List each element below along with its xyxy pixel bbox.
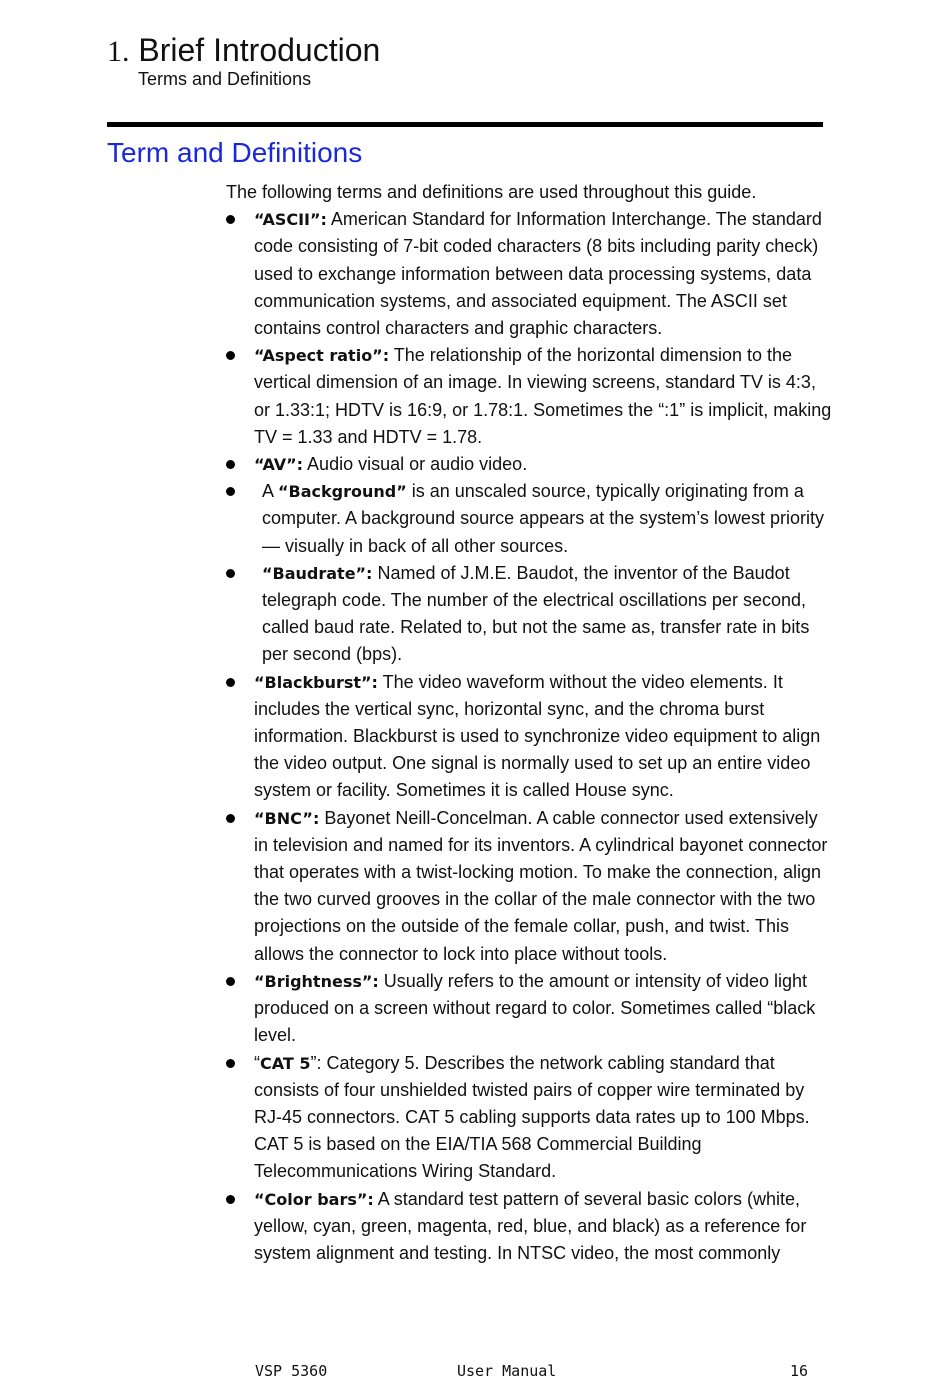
term-item-av: [226, 451, 836, 478]
term-name: “Baudrate”:: [262, 563, 373, 583]
term-definition: [254, 1186, 836, 1268]
bullet-icon: [226, 814, 235, 823]
term-item-aspect-ratio: [226, 342, 836, 451]
chapter-title-text: Brief Introduction: [138, 32, 381, 68]
term-text: A standard test pattern of several basic colors (white, yellow, cyan, green, magenta, red, blue, and black) as a reference for system alignment and testing. In NTSC video, the most commonly: [254, 1188, 807, 1263]
bullet-icon: [226, 460, 235, 469]
term-item-ascii: [226, 206, 836, 342]
term-definition: [254, 669, 836, 805]
term-name: “Aspect ratio”:: [254, 346, 390, 366]
chapter-title: [107, 30, 380, 72]
term-item-background: [226, 478, 836, 560]
term-text: American Standard for Information Interchange. The standard code consisting of 7-bit coded characters (8 bits including parity check) used to exchange information between data processing systems, data communication systems, and associated equipment. The ASCII set contains control characters and graphic characters.: [254, 209, 822, 339]
term-item-color-bars: [226, 1186, 836, 1268]
term-text: Usually refers to the amount or intensity of video light produced on a screen without regard to color. Sometimes called “black level.: [254, 970, 816, 1046]
footer-document: User Manual: [457, 1362, 557, 1380]
term-name: CAT 5: [260, 1053, 311, 1073]
term-definition: [254, 1050, 836, 1186]
term-text: The video waveform without the video elements. It includes the vertical sync, horizontal sync, and the chroma burst information. Blackburst is used to synchronize video equipment to align the video output. One signal is normally used to set up an entire video system or facility. Sometimes it is called House sync.: [254, 671, 821, 801]
term-text: ”: Category 5. Describes the network cabling standard that consists of four unshielded twisted pairs of copper wire terminated by RJ-45 connectors. CAT 5 cabling supports data rates up to 100 Mbps. CAT 5 is based on the EIA/TIA 568 Commercial Building Telecommunications Wiring Standard.: [254, 1052, 810, 1182]
term-list: [226, 206, 836, 1267]
bullet-icon: [226, 977, 235, 986]
term-prefix: “: [254, 1052, 260, 1073]
page-footer: [0, 1360, 950, 1382]
section-title: Term and Definitions: [107, 137, 363, 168]
term-text: is an unscaled source, typically originating from a computer. A background source appears at the system’s lowest priority — visually in back of all other sources.: [262, 481, 824, 556]
term-definition: [254, 206, 836, 342]
bullet-icon: [226, 1195, 235, 1204]
term-text: The relationship of the horizontal dimension to the vertical dimension of an image. In viewing screens, standard TV is 4:3, or 1.33:1; HDTV is 16:9, or 1.78:1. Sometimes the “:1” is implicit, making TV = 1.33 and HDTV = 1.78.: [254, 345, 832, 447]
term-name: “ASCII”:: [254, 210, 327, 230]
bullet-icon: [226, 487, 235, 496]
term-prefix: A: [262, 481, 279, 502]
term-definition: [254, 968, 836, 1050]
term-name: “BNC”:: [254, 808, 320, 828]
term-definition: [254, 342, 836, 451]
term-name: “Blackburst”:: [254, 672, 378, 692]
page-header: [107, 30, 381, 89]
chapter-number: 1.: [107, 35, 130, 68]
intro-paragraph: The following terms and definitions are used throughout this guide.: [226, 182, 757, 202]
footer-page-number: 16: [790, 1362, 809, 1380]
term-item-baudrate: [226, 560, 836, 669]
footer-product: VSP 5360: [255, 1362, 328, 1380]
bullet-icon: [226, 569, 235, 578]
term-text: Named of J.M.E. Baudot, the inventor of the Baudot telegraph code. The number of the electrical oscillations per second, called baud rate. Related to, but not the same as, transfer rate in bits per second (bps).: [262, 562, 810, 665]
document-body: [226, 179, 836, 1267]
term-item-bnc: [226, 805, 836, 968]
bullet-icon: [226, 1059, 235, 1068]
term-text: Audio visual or audio video.: [303, 454, 528, 475]
term-definition: [262, 478, 836, 560]
bullet-icon: [226, 215, 235, 224]
term-definition: [254, 451, 836, 478]
term-name: “Background”: [278, 482, 407, 502]
bullet-icon: [226, 351, 235, 360]
term-text: Bayonet Neill-Concelman. A cable connector used extensively in television and named for its inventors. A cylindrical bayonet connector that operates with a twist-locking motion. To make the connection, align the two curved grooves in the collar of the male connector with the two projections on the outside of the female collar, push, and twist. This allows the connector to lock into place without tools.: [254, 807, 828, 964]
term-name: “AV”:: [254, 455, 304, 475]
chapter-subtitle: Terms and Definitions: [138, 69, 312, 89]
term-item-brightness: [226, 968, 836, 1050]
term-definition: [262, 560, 836, 669]
term-item-blackburst: [226, 669, 836, 805]
bullet-icon: [226, 678, 235, 687]
header-divider: [107, 122, 823, 127]
term-definition: [254, 805, 836, 968]
term-name: “Brightness”:: [254, 971, 379, 991]
term-name: “Color bars”:: [254, 1189, 374, 1209]
term-item-cat5: [226, 1050, 836, 1186]
